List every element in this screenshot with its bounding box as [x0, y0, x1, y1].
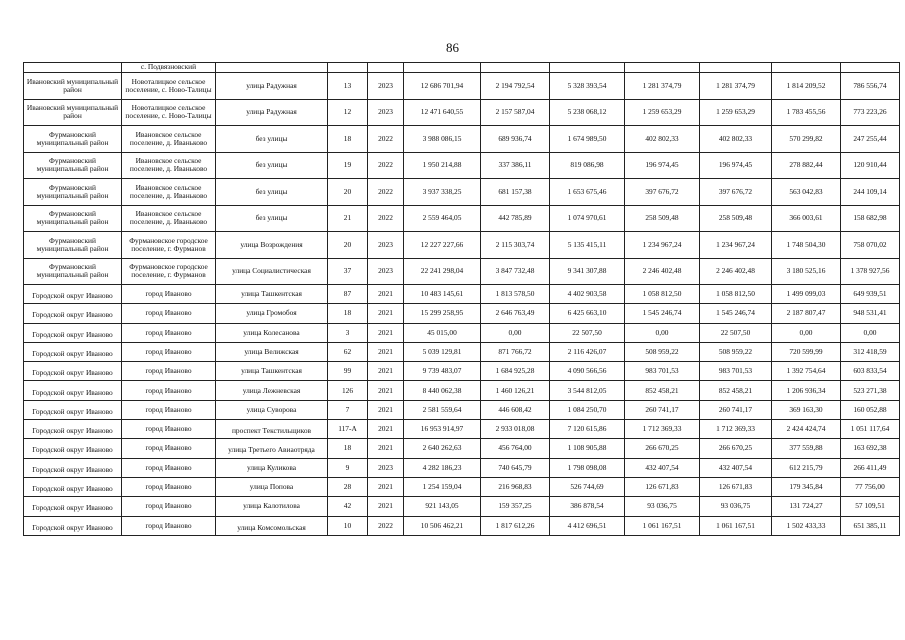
cell-fund-1: 1 817 612,26	[481, 516, 550, 535]
cell-total: 3 937 338,25	[404, 179, 481, 206]
cell-fund-2: 819 086,98	[550, 152, 625, 179]
cell-fund-3: 1 281 374,79	[625, 73, 700, 100]
cell-fund-6: 1 051 117,64	[841, 420, 900, 439]
cell-fund-3: 196 974,45	[625, 152, 700, 179]
cell-district: Городской округ Иваново	[24, 304, 122, 323]
cell-fund-6: 244 109,14	[841, 179, 900, 206]
page-number: 86	[446, 40, 459, 55]
cell-fund-3: 0,00	[625, 323, 700, 342]
cell-street: улица Ташкентская	[216, 362, 328, 381]
cell-street: улица Громобоя	[216, 304, 328, 323]
cell-total: 16 953 914,97	[404, 420, 481, 439]
cell-district	[24, 63, 122, 73]
cell-fund-2: 22 507,50	[550, 323, 625, 342]
cell-year: 2021	[368, 439, 404, 458]
table-row	[24, 342, 900, 361]
cell-street: проспект Текстильщиков	[216, 420, 328, 439]
cell-fund-4: 402 802,33	[700, 126, 772, 153]
cell-fund-2: 386 878,54	[550, 497, 625, 516]
cell-fund-2: 1 084 250,70	[550, 400, 625, 419]
cell-district: Фурмановский муниципальный район	[24, 152, 122, 179]
cell-fund-5: 366 003,61	[772, 205, 841, 232]
cell-fund-4: 258 509,48	[700, 205, 772, 232]
cell-year: 2021	[368, 285, 404, 304]
cell-house: 13	[328, 73, 368, 100]
cell-fund-3: 2 246 402,48	[625, 258, 700, 285]
cell-year: 2021	[368, 362, 404, 381]
cell-street: улица Колесанова	[216, 323, 328, 342]
cell-fund-2: 2 116 426,07	[550, 342, 625, 361]
cell-total: 12 686 701,94	[404, 73, 481, 100]
cell-fund-3: 266 670,25	[625, 439, 700, 458]
cell-district: Городской округ Иваново	[24, 516, 122, 535]
cell-fund-3: 1 234 967,24	[625, 232, 700, 259]
cell-total: 10 483 145,61	[404, 285, 481, 304]
cell-total: 5 039 129,81	[404, 342, 481, 361]
cell-fund-3: 258 509,48	[625, 205, 700, 232]
cell-fund-4: 1 281 374,79	[700, 73, 772, 100]
cell-year: 2023	[368, 232, 404, 259]
cell-fund-1: 2 933 018,08	[481, 420, 550, 439]
cell-fund-3: 402 802,33	[625, 126, 700, 153]
cell-fund-5: 1 502 433,33	[772, 516, 841, 535]
cell-fund-4: 93 036,75	[700, 497, 772, 516]
cell-fund-6: 77 756,00	[841, 477, 900, 496]
cell-fund-2: 4 412 696,51	[550, 516, 625, 535]
cell-district: Городской округ Иваново	[24, 342, 122, 361]
cell-street: улица Третьего Авиаотряда	[216, 439, 328, 458]
cell-house: 3	[328, 323, 368, 342]
cell-street: улица Комсомольская	[216, 516, 328, 535]
cell-fund-6: 651 385,11	[841, 516, 900, 535]
cell-year: 2022	[368, 126, 404, 153]
cell-fund-3: 432 407,54	[625, 458, 700, 477]
cell-year: 2021	[368, 477, 404, 496]
cell-fund-4: 1 061 167,51	[700, 516, 772, 535]
cell-fund-1: 337 386,11	[481, 152, 550, 179]
cell-fund-6: 57 109,51	[841, 497, 900, 516]
cell-total: 10 506 462,21	[404, 516, 481, 535]
cell-fund-5: 720 599,99	[772, 342, 841, 361]
cell-fund-3: 508 959,22	[625, 342, 700, 361]
table-row	[24, 99, 900, 126]
cell-district: Ивановский муниципальный район	[24, 73, 122, 100]
cell-fund-5: 2 187 807,47	[772, 304, 841, 323]
cell-year: 2021	[368, 420, 404, 439]
cell-house: 62	[328, 342, 368, 361]
cell-total: 9 739 483,07	[404, 362, 481, 381]
cell-fund-6: 312 418,59	[841, 342, 900, 361]
cell-house: 99	[328, 362, 368, 381]
cell-street: улица Ташкентская	[216, 285, 328, 304]
cell-fund-1: 3 847 732,48	[481, 258, 550, 285]
cell-fund-5: 1 783 455,56	[772, 99, 841, 126]
cell-total: 8 440 062,38	[404, 381, 481, 400]
cell-settlement: город Иваново	[122, 420, 216, 439]
table-row	[24, 381, 900, 400]
cell-settlement: город Иваново	[122, 323, 216, 342]
cell-fund-4: 1 545 246,74	[700, 304, 772, 323]
cell-fund-6: 948 531,41	[841, 304, 900, 323]
cell-fund-2: 1 674 989,50	[550, 126, 625, 153]
cell-street: улица Лежневская	[216, 381, 328, 400]
cell-fund-5: 612 215,79	[772, 458, 841, 477]
cell-total: 15 299 258,95	[404, 304, 481, 323]
cell-district: Городской округ Иваново	[24, 381, 122, 400]
cell-district: Фурмановский муниципальный район	[24, 126, 122, 153]
cell-settlement: город Иваново	[122, 381, 216, 400]
cell-district: Фурмановский муниципальный район	[24, 258, 122, 285]
table-row	[24, 323, 900, 342]
cell-settlement: город Иваново	[122, 516, 216, 535]
table-row	[24, 516, 900, 535]
cell-house: 10	[328, 516, 368, 535]
cell-fund-6: 649 939,51	[841, 285, 900, 304]
cell-fund-1: 1 684 925,28	[481, 362, 550, 381]
cell-fund-5: 1 499 099,03	[772, 285, 841, 304]
cell-house: 37	[328, 258, 368, 285]
cell-year: 2023	[368, 99, 404, 126]
cell-district: Фурмановский муниципальный район	[24, 232, 122, 259]
cell-fund-1: 2 646 763,49	[481, 304, 550, 323]
cell-settlement: город Иваново	[122, 477, 216, 496]
cell-district: Городской округ Иваново	[24, 323, 122, 342]
cell-street: без улицы	[216, 205, 328, 232]
cell-house: 18	[328, 304, 368, 323]
table-row	[24, 477, 900, 496]
cell-total: 3 988 086,15	[404, 126, 481, 153]
cell-settlement: Ивановское сельское поселение, д. Иваньково	[122, 179, 216, 206]
cell-district: Фурмановский муниципальный район	[24, 205, 122, 232]
cell-street: улица Суворова	[216, 400, 328, 419]
cell-house: 117-А	[328, 420, 368, 439]
cell-fund-1: 0,00	[481, 323, 550, 342]
table-row	[24, 497, 900, 516]
cell-fund-6: 266 411,49	[841, 458, 900, 477]
cell-fund-5: 1 814 209,52	[772, 73, 841, 100]
cell-fund-4: 1 058 812,50	[700, 285, 772, 304]
cell-street: улица Куликова	[216, 458, 328, 477]
cell-house: 7	[328, 400, 368, 419]
cell-house: 42	[328, 497, 368, 516]
cell-year: 2022	[368, 205, 404, 232]
cell-fund-1: 456 764,00	[481, 439, 550, 458]
cell-fund-1: 446 608,42	[481, 400, 550, 419]
table-row	[24, 73, 900, 100]
table-row	[24, 232, 900, 259]
cell-total: 2 581 559,64	[404, 400, 481, 419]
cell-year: 2023	[368, 458, 404, 477]
cell-fund-4: 1 712 369,33	[700, 420, 772, 439]
cell-year: 2021	[368, 497, 404, 516]
cell-fund-1: 1 813 578,50	[481, 285, 550, 304]
cell-fund-1: 681 157,38	[481, 179, 550, 206]
cell-street: улица Возрождения	[216, 232, 328, 259]
cell-fund-6: 786 556,74	[841, 73, 900, 100]
table-row	[24, 126, 900, 153]
table-row	[24, 152, 900, 179]
cell-fund-3: 852 458,21	[625, 381, 700, 400]
cell-settlement: Фурмановское городское поселение, г. Фурманов	[122, 258, 216, 285]
cell-fund-5: 1 748 504,30	[772, 232, 841, 259]
cell-district: Городской округ Иваново	[24, 497, 122, 516]
cell-settlement: город Иваново	[122, 439, 216, 458]
cell-settlement: город Иваново	[122, 285, 216, 304]
cell-year: 2023	[368, 258, 404, 285]
cell-year: 2021	[368, 342, 404, 361]
cell-fund-2: 4 090 566,56	[550, 362, 625, 381]
cell-fund-4: 852 458,21	[700, 381, 772, 400]
cell-year: 2021	[368, 323, 404, 342]
cell-fund-2: 5 238 068,12	[550, 99, 625, 126]
cell-settlement: город Иваново	[122, 342, 216, 361]
cell-fund-3: 260 741,17	[625, 400, 700, 419]
cell-fund-4: 22 507,50	[700, 323, 772, 342]
cell-house: 9	[328, 458, 368, 477]
cell-total: 22 241 298,04	[404, 258, 481, 285]
cell-fund-6: 163 692,38	[841, 439, 900, 458]
cell-district: Городской округ Иваново	[24, 400, 122, 419]
cell-fund-6: 120 910,44	[841, 152, 900, 179]
cell-settlement: город Иваново	[122, 400, 216, 419]
cell-fund-2: 3 544 812,05	[550, 381, 625, 400]
cell-fund-4: 266 670,25	[700, 439, 772, 458]
cell-total: 2 640 262,63	[404, 439, 481, 458]
cell-house: 126	[328, 381, 368, 400]
cell-fund-5: 1 206 936,34	[772, 381, 841, 400]
cell-fund-5: 570 299,82	[772, 126, 841, 153]
cell-fund-1: 442 785,89	[481, 205, 550, 232]
cell-fund-3: 1 712 369,33	[625, 420, 700, 439]
cell-street: без улицы	[216, 179, 328, 206]
cell-settlement: город Иваново	[122, 304, 216, 323]
cell-street: без улицы	[216, 152, 328, 179]
table-row	[24, 458, 900, 477]
cell-fund-2: 6 425 663,10	[550, 304, 625, 323]
cell-fund-2: 1 798 098,08	[550, 458, 625, 477]
table-row	[24, 179, 900, 206]
cell-fund-3: 1 259 653,29	[625, 99, 700, 126]
table-row	[24, 439, 900, 458]
cell-fund-1: 2 194 792,54	[481, 73, 550, 100]
cell-fund-6: 158 682,98	[841, 205, 900, 232]
cell-total: 45 015,00	[404, 323, 481, 342]
cell-house: 21	[328, 205, 368, 232]
cell-house: 19	[328, 152, 368, 179]
cell-total: 12 227 227,66	[404, 232, 481, 259]
cell-fund-3: 93 036,75	[625, 497, 700, 516]
table-row	[24, 285, 900, 304]
cell-fund-5: 1 392 754,64	[772, 362, 841, 381]
cell-house: 28	[328, 477, 368, 496]
cell-fund-2: 7 120 615,86	[550, 420, 625, 439]
cell-settlement: с. Подвязновский	[122, 63, 216, 73]
cell-fund-1: 689 936,74	[481, 126, 550, 153]
housing-register-table	[23, 62, 900, 536]
cell-district: Городской округ Иваново	[24, 439, 122, 458]
table-row	[24, 304, 900, 323]
cell-settlement: город Иваново	[122, 497, 216, 516]
cell-fund-4: 2 246 402,48	[700, 258, 772, 285]
cell-fund-1: 740 645,79	[481, 458, 550, 477]
cell-fund-3: 126 671,83	[625, 477, 700, 496]
cell-fund-3: 983 701,53	[625, 362, 700, 381]
cell-fund-5: 3 180 525,16	[772, 258, 841, 285]
cell-street: без улицы	[216, 126, 328, 153]
cell-year: 2022	[368, 152, 404, 179]
cell-total: 1 950 214,88	[404, 152, 481, 179]
cell-fund-4: 432 407,54	[700, 458, 772, 477]
table-row	[24, 420, 900, 439]
cell-fund-1: 1 460 126,21	[481, 381, 550, 400]
table-row	[24, 362, 900, 381]
cell-fund-4: 508 959,22	[700, 342, 772, 361]
cell-fund-2: 1 074 970,61	[550, 205, 625, 232]
cell-street: улица Калотилова	[216, 497, 328, 516]
cell-house: 12	[328, 99, 368, 126]
cell-year: 2021	[368, 400, 404, 419]
cell-fund-2: 5 328 393,54	[550, 73, 625, 100]
cell-fund-6: 160 052,88	[841, 400, 900, 419]
cell-year: 2021	[368, 381, 404, 400]
cell-fund-1: 2 115 303,74	[481, 232, 550, 259]
cell-year: 2023	[368, 73, 404, 100]
cell-fund-5: 369 163,30	[772, 400, 841, 419]
cell-house: 20	[328, 179, 368, 206]
cell-fund-3: 397 676,72	[625, 179, 700, 206]
cell-settlement: Фурмановское городское поселение, г. Фурманов	[122, 232, 216, 259]
cell-total: 12 471 640,55	[404, 99, 481, 126]
cell-fund-5: 278 882,44	[772, 152, 841, 179]
cell-district: Городской округ Иваново	[24, 458, 122, 477]
cell-district: Ивановский муниципальный район	[24, 99, 122, 126]
cell-street: улица Велижская	[216, 342, 328, 361]
cell-fund-1: 2 157 587,04	[481, 99, 550, 126]
table-row	[24, 400, 900, 419]
cell-district: Городской округ Иваново	[24, 477, 122, 496]
cell-street: улица Попова	[216, 477, 328, 496]
cell-year: 2022	[368, 179, 404, 206]
cell-total: 921 143,05	[404, 497, 481, 516]
cell-street: улица Радужная	[216, 99, 328, 126]
cell-fund-3: 1 058 812,50	[625, 285, 700, 304]
cell-fund-5: 2 424 424,74	[772, 420, 841, 439]
table-row	[24, 258, 900, 285]
cell-settlement: Новоталицкое сельское поселение, с. Ново-Талицы	[122, 73, 216, 100]
cell-fund-6: 773 223,26	[841, 99, 900, 126]
cell-fund-4: 1 234 967,24	[700, 232, 772, 259]
cell-district: Фурмановский муниципальный район	[24, 179, 122, 206]
cell-fund-2: 1 653 675,46	[550, 179, 625, 206]
table-row-continuation	[24, 63, 900, 73]
cell-fund-5: 0,00	[772, 323, 841, 342]
cell-fund-6: 0,00	[841, 323, 900, 342]
cell-district: Городской округ Иваново	[24, 285, 122, 304]
cell-fund-5: 563 042,83	[772, 179, 841, 206]
cell-fund-4: 126 671,83	[700, 477, 772, 496]
cell-settlement: Ивановское сельское поселение, д. Иваньково	[122, 205, 216, 232]
cell-fund-4: 1 259 653,29	[700, 99, 772, 126]
cell-fund-5: 179 345,84	[772, 477, 841, 496]
cell-fund-1: 216 968,83	[481, 477, 550, 496]
cell-fund-6: 758 070,02	[841, 232, 900, 259]
cell-fund-2: 4 402 903,58	[550, 285, 625, 304]
cell-fund-6: 603 833,54	[841, 362, 900, 381]
cell-fund-6: 247 255,44	[841, 126, 900, 153]
cell-fund-4: 196 974,45	[700, 152, 772, 179]
cell-fund-3: 1 061 167,51	[625, 516, 700, 535]
table-row	[24, 205, 900, 232]
cell-fund-2: 1 108 905,88	[550, 439, 625, 458]
cell-settlement: Ивановское сельское поселение, д. Иваньково	[122, 126, 216, 153]
cell-house: 20	[328, 232, 368, 259]
cell-street: улица Радужная	[216, 73, 328, 100]
cell-district: Городской округ Иваново	[24, 362, 122, 381]
cell-total: 1 254 159,04	[404, 477, 481, 496]
cell-fund-2: 9 341 307,88	[550, 258, 625, 285]
cell-fund-2: 526 744,69	[550, 477, 625, 496]
cell-settlement: город Иваново	[122, 362, 216, 381]
cell-year: 2021	[368, 304, 404, 323]
cell-fund-5: 131 724,27	[772, 497, 841, 516]
cell-house: 18	[328, 126, 368, 153]
cell-street: улица Социалистическая	[216, 258, 328, 285]
cell-fund-2: 5 135 415,11	[550, 232, 625, 259]
cell-district: Городской округ Иваново	[24, 420, 122, 439]
cell-fund-6: 523 271,38	[841, 381, 900, 400]
cell-year: 2022	[368, 516, 404, 535]
cell-total: 2 559 464,05	[404, 205, 481, 232]
cell-settlement: Новоталицкое сельское поселение, с. Ново-Талицы	[122, 99, 216, 126]
cell-house: 18	[328, 439, 368, 458]
cell-fund-4: 397 676,72	[700, 179, 772, 206]
cell-fund-1: 159 357,25	[481, 497, 550, 516]
cell-house: 87	[328, 285, 368, 304]
cell-fund-4: 260 741,17	[700, 400, 772, 419]
cell-total: 4 282 186,23	[404, 458, 481, 477]
cell-fund-5: 377 559,88	[772, 439, 841, 458]
cell-fund-4: 983 701,53	[700, 362, 772, 381]
cell-settlement: Ивановское сельское поселение, д. Иваньково	[122, 152, 216, 179]
cell-fund-6: 1 378 927,56	[841, 258, 900, 285]
cell-fund-1: 871 766,72	[481, 342, 550, 361]
cell-settlement: город Иваново	[122, 458, 216, 477]
cell-fund-3: 1 545 246,74	[625, 304, 700, 323]
